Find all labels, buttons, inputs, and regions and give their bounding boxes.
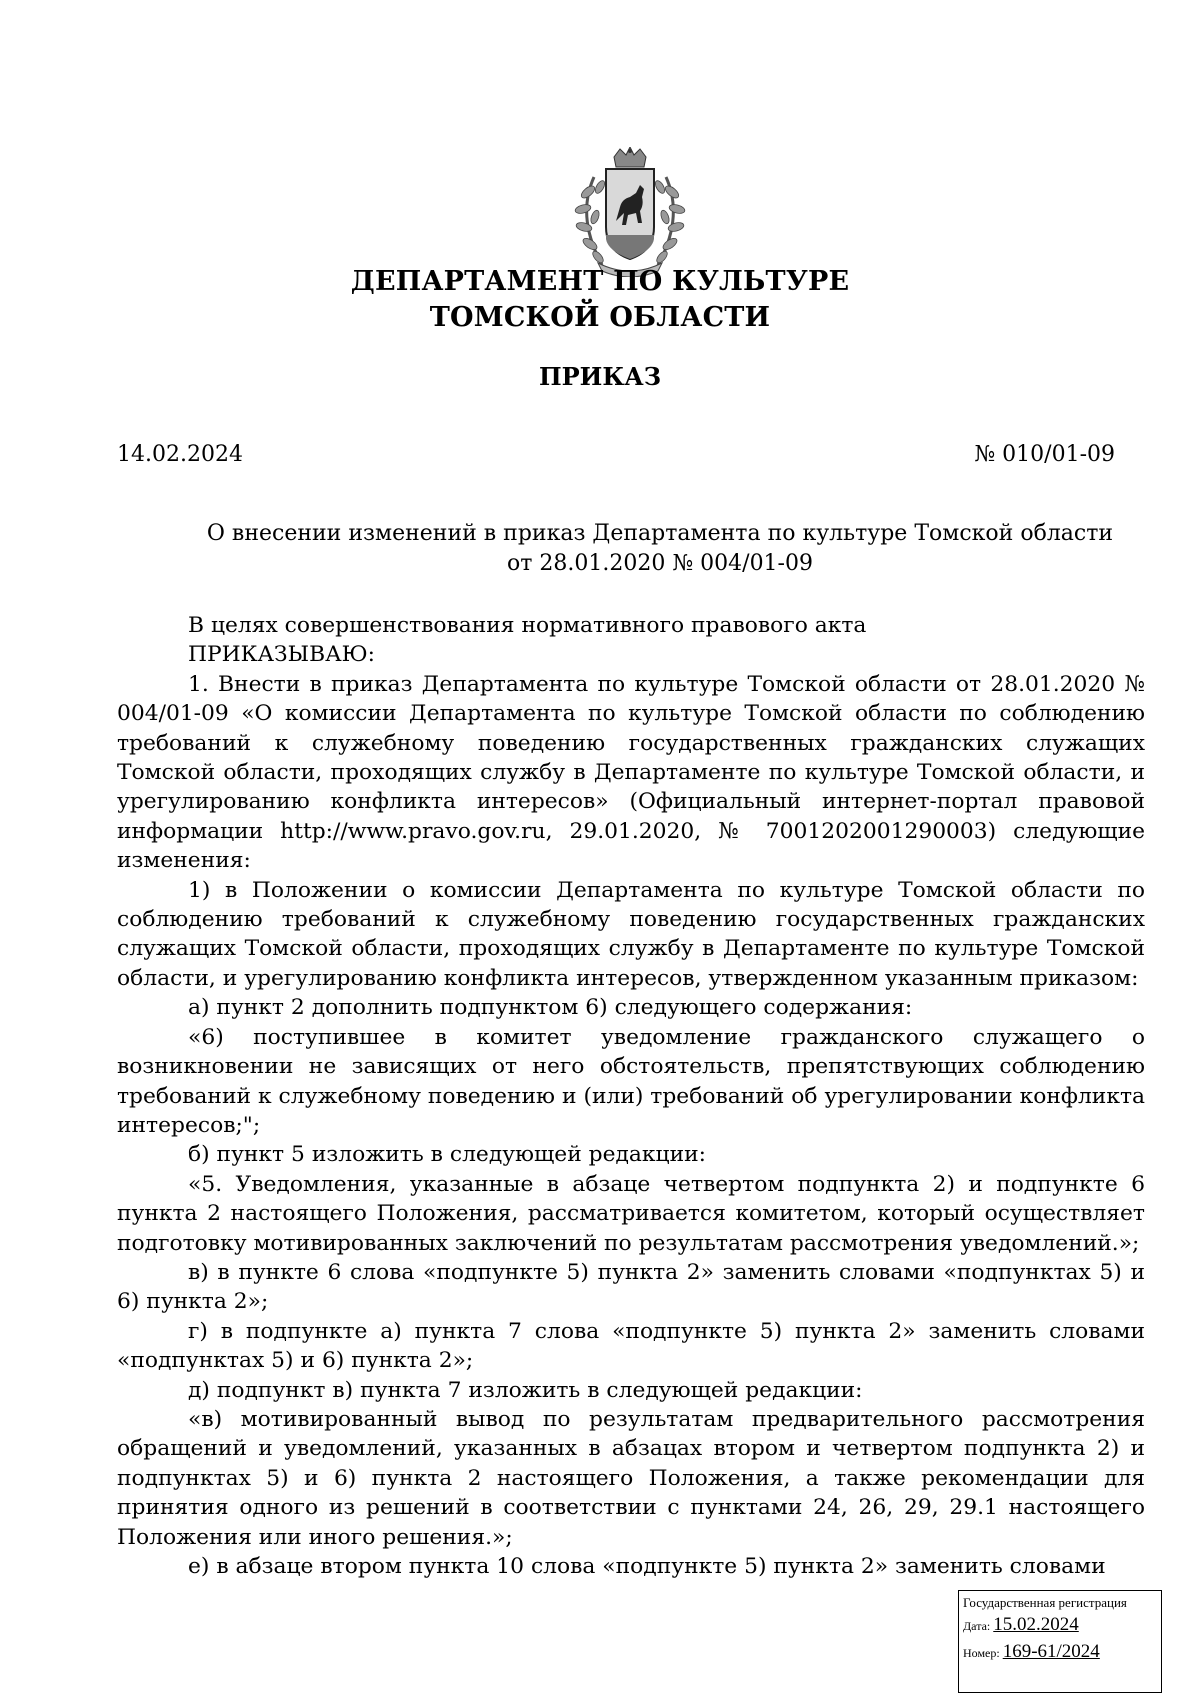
- order-subject: [180, 519, 1140, 579]
- order-body: [117, 611, 1145, 1581]
- registration-stamp: [958, 1590, 1162, 1693]
- paragraph-subitem-d: д) подпункт в) пункта 7 изложить в следующей редакции:: [188, 1377, 863, 1403]
- paragraph-subitem-v: в) в пункте 6 слова «подпункте 5) пункта 2» заменить словами «подпунктах 5) и 6) пункта 2»;: [117, 1259, 1145, 1315]
- registration-number-label: Номер:: [963, 1646, 1000, 1660]
- department-name-line1: ДЕПАРТАМЕНТ ПО КУЛЬТУРЕ: [350, 266, 850, 297]
- order-number: № 010/01-09: [974, 442, 1115, 467]
- order-date: 14.02.2024: [117, 442, 243, 467]
- subject-line2: от 28.01.2020 № 004/01-09: [506, 551, 813, 576]
- paragraph-subitem-b: б) пункт 5 изложить в следующей редакции:: [188, 1142, 706, 1168]
- registration-date-row: [963, 1612, 1157, 1639]
- paragraph-quote-6: «6) поступившее в комитет уведомление гражданского служащего о возникновении не зависящих от него обстоятельств, препятствующих соблюдению требований к служебному поведению и (или) требований об урегулировании конфликта интересов;";: [117, 1024, 1145, 1138]
- paragraph-item-1: 1. Внести в приказ Департамента по культуре Томской области от 28.01.2020 № 004/01-09 «О комиссии Департамента по культуре Томской области по соблюдению требований к служебному поведению государственных гражданских служащих Томской области, проходящих службу в Департаменте по культуре Томской области, и урегулированию конфликта интересов» (Официальный интернет-портал правовой информации http://www.pravo.gov.ru, 29.01.2020, № 7001202001290003) следующие изменения:: [117, 671, 1145, 874]
- registration-number-row: [963, 1639, 1157, 1666]
- registration-caption: Государственная регистрация: [963, 1595, 1127, 1610]
- paragraph-order-word: ПРИКАЗЫВАЮ:: [188, 642, 375, 668]
- department-name-line2: ТОМСКОЙ ОБЛАСТИ: [429, 302, 771, 333]
- subject-line1: О внесении изменений в приказ Департамента по культуре Томской области: [206, 521, 1114, 546]
- paragraph-subitem-1: 1) в Положении о комиссии Департамента по культуре Томской области по соблюдению требований к служебному поведению государственных гражданских служащих Томской области, проходящих службу в Департаменте по культуре Томской области, и урегулированию конфликта интересов, утвержденном указанным приказом:: [117, 877, 1145, 991]
- paragraph-subitem-a: а) пункт 2 дополнить подпунктом 6) следующего содержания:: [188, 995, 913, 1021]
- registration-date-value: 15.02.2024: [993, 1614, 1079, 1635]
- document-type-title: ПРИКАЗ: [538, 362, 662, 391]
- paragraph-quote-5: «5. Уведомления, указанные в абзаце четвертом подпункта 2) и подпункте 6 пункта 2 настоящего Положения, рассматривается комитетом, который осуществляет подготовку мотивированных заключений по результатам рассмотрения уведомлений.»;: [117, 1171, 1145, 1256]
- paragraph-quote-v: «в) мотивированный вывод по результатам предварительного рассмотрения обращений и уведомлений, указанных в абзацах втором и четвертом подпункта 2) и подпунктах 5) и 6) пункта 2 настоящего Положения, а также рекомендации для принятия одного из решений в соответствии с пунктами 24, 26, 29, 29.1 настоящего Положения или иного решения.»;: [117, 1406, 1145, 1550]
- registration-date-label: Дата:: [963, 1619, 991, 1633]
- tomsk-oblast-coat-of-arms-icon: [572, 147, 688, 277]
- paragraph-purpose: В целях совершенствования нормативного правового акта: [188, 613, 867, 638]
- paragraph-subitem-g: г) в подпункте а) пункта 7 слова «подпункте 5) пункта 2» заменить словами «подпунктах 5) и 6) пункта 2»;: [117, 1318, 1145, 1374]
- registration-number-value: 169-61/2024: [1002, 1641, 1100, 1662]
- paragraph-subitem-e: е) в абзаце втором пункта 10 слова «подпункте 5) пункта 2» заменить словами: [188, 1554, 1106, 1579]
